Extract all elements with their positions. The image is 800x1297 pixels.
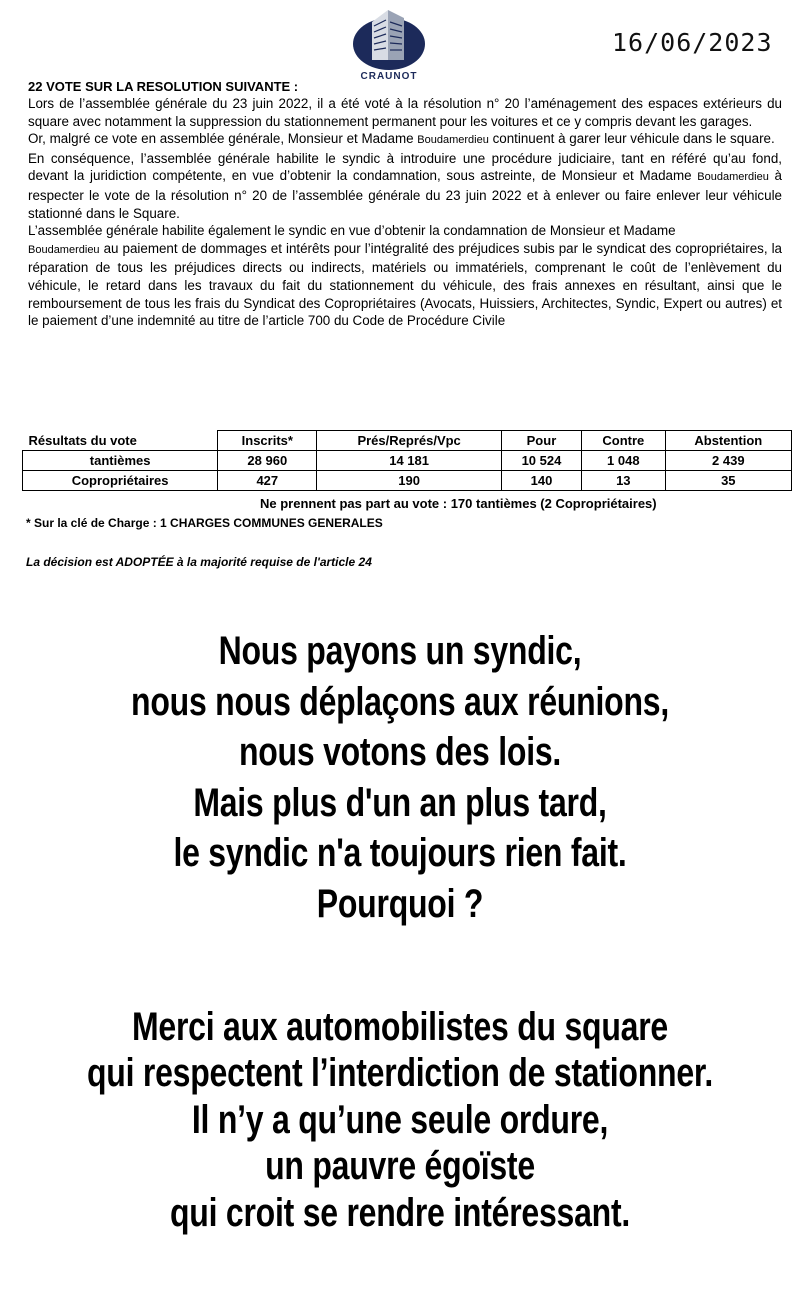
message-line: Nous payons un syndic, (218, 629, 582, 673)
table-cell: 35 (665, 471, 791, 491)
message-line: Pourquoi ? (316, 881, 484, 926)
table-cell: 2 439 (665, 451, 791, 471)
resolution-document (28, 78, 782, 330)
thanks-message (80, 1004, 720, 1236)
paragraph-4-text-a: L’assemblée générale habilite également le syndic en vue d’obtenir la condamnation de Monsieur et Madame (28, 223, 676, 239)
table-header-cell: Inscrits* (218, 431, 317, 451)
message-line: nous votons des lois. (238, 730, 562, 775)
table-cell: 190 (317, 471, 502, 491)
paragraph-3 (28, 150, 782, 222)
message-line: Merci aux automobilistes du square (132, 1005, 668, 1049)
paragraph-1: Lors de l’assemblée générale du 23 juin 2022, il a été voté à la résolution n° 20 l’aménagement des espaces extérieurs du square avec notamment la suppression du stationnement permanent pour les voitures et ce y compris devant les garages. (28, 96, 782, 129)
decision-note: La décision est ADOPTÉE à la majorité requise de l'article 24 (26, 555, 372, 569)
table-cell: 1 048 (582, 451, 666, 471)
message-line: un pauvre égoïste (265, 1144, 535, 1189)
table-cell: 140 (501, 471, 581, 491)
table-header-cell: Pour (501, 431, 581, 451)
message-line: qui respectent l’interdiction de stationner. (87, 1051, 713, 1096)
paragraph-2 (28, 130, 782, 150)
vote-results-table (22, 430, 792, 491)
message-line: Mais plus d'un an plus tard, (193, 780, 607, 825)
message-line: nous nous déplaçons aux réunions, (131, 679, 669, 724)
document-date: 16/06/2023 (612, 28, 773, 57)
paragraph-3-text-b: à respecter le vote de la résolution n° 20 de l’assemblée générale du 23 juin 2022 et à enlever ou faire enlever leur véhicule stationné dans le Square. (28, 168, 783, 221)
non-participation-note: Ne prennent pas part au vote : 170 tantièmes (2 Copropriétaires) (260, 496, 657, 511)
table-cell: 28 960 (218, 451, 317, 471)
paragraph-2-text-a: Or, malgré ce vote en assemblée générale, Monsieur et Madame (28, 131, 418, 147)
table-row (23, 451, 792, 471)
paragraph-4-text-b: au paiement de dommages et intérêts pour l’intégralité des préjudices subis par le syndicat des copropriétaires, la réparation de tous les préjudices directs ou indirects, matériels ou immatériels, comprenant le coût de l’enlèvement du véhicule, le retard dans les travaux du fait du stationnement du véhicule, des frais annexes en résultant, ainsi que le remboursement de tous les frais du Syndicat des Copropriétaires (Avocats, Huissiers, Architectes, Syndic, Expert ou autres) et le paiement d’une indemnité au titre de l’article 700 du Code de Procédure Civile (28, 240, 782, 329)
message-line: qui croit se rendre intéressant. (169, 1190, 631, 1235)
paragraph-4 (28, 222, 782, 330)
paragraph-3-text-a: En conséquence, l’assemblée générale habilite le syndic à introduire une procédure judiciaire, tant en référé qu’au fond, devant la juridiction compétente, en vue d’obtenir la condamnation, sous astreinte, de Monsieur et Madame (28, 150, 782, 184)
table-cell: 427 (218, 471, 317, 491)
table-header-cell: Contre (582, 431, 666, 451)
table-cell: 10 524 (501, 451, 581, 471)
message-line: Il n’y a qu’une seule ordure, (191, 1097, 609, 1142)
table-header-cell: Résultats du vote (28, 432, 137, 448)
resolution-heading: 22 VOTE SUR LA RESOLUTION SUIVANTE : (28, 79, 299, 94)
table-cell: 14 181 (317, 451, 502, 471)
table-row (23, 471, 792, 491)
table-cell: tantièmes (23, 451, 218, 471)
table-header-row (23, 431, 792, 451)
charge-key-note: * Sur la clé de Charge : 1 CHARGES COMMUNES GENERALES (26, 516, 383, 530)
paragraph-2-text-b: continuent à garer leur véhicule dans le square. (488, 131, 775, 147)
table-header-cell: Abstention (665, 431, 791, 451)
logo-text: CRAUNOT (360, 71, 418, 82)
message-line: le syndic n'a toujours rien fait. (173, 831, 627, 876)
protest-message (80, 626, 720, 930)
owner-name: Boudamerdieu (697, 171, 769, 184)
table-cell: Copropriétaires (23, 471, 218, 491)
building-logo-icon (350, 0, 428, 72)
table-header-cell: Prés/Représ/Vpc (317, 431, 502, 451)
table-cell: 13 (582, 471, 666, 491)
owner-name: Boudamerdieu (417, 134, 489, 147)
owner-name: Boudamerdieu (28, 243, 100, 256)
